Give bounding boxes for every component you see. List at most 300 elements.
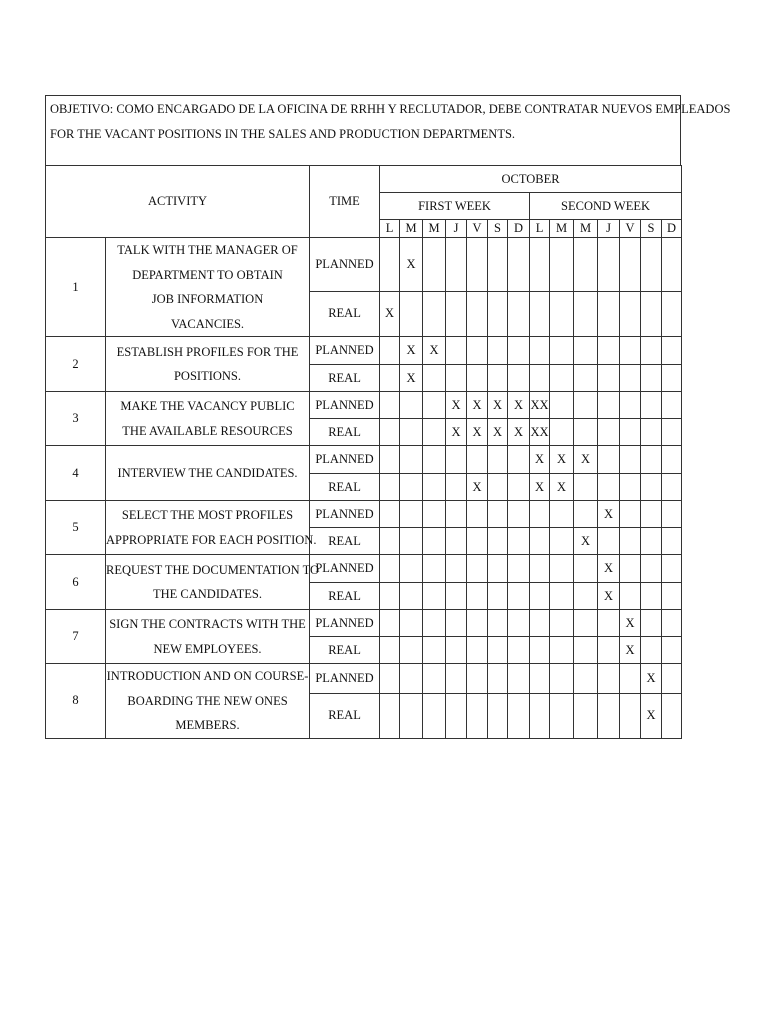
schedule-cell [598, 337, 620, 365]
schedule-cell [423, 583, 446, 610]
schedule-cell [400, 501, 423, 528]
activity-line: MEMBERS. [175, 718, 240, 732]
schedule-cell [641, 419, 662, 446]
schedule-cell [400, 474, 423, 501]
schedule-cell [446, 637, 467, 664]
schedule-cell [467, 365, 488, 392]
schedule-cell [467, 446, 488, 474]
schedule-cell [423, 501, 446, 528]
schedule-cell [598, 392, 620, 419]
schedule-cell [380, 583, 400, 610]
schedule-cell [641, 474, 662, 501]
schedule-cell [662, 664, 682, 694]
planned-label: PLANNED [310, 337, 380, 365]
schedule-cell [530, 694, 550, 738]
schedule-cell [446, 501, 467, 528]
activity-description [106, 664, 310, 739]
schedule-cell [550, 694, 574, 738]
schedule-cell [446, 474, 467, 501]
schedule-cell: X [508, 392, 530, 419]
schedule-cell [446, 583, 467, 610]
schedule-cell [467, 528, 488, 555]
schedule-cell: X [467, 392, 488, 419]
schedule-cell [423, 555, 446, 583]
activity-line: INTERVIEW THE CANDIDATES. [117, 465, 298, 480]
schedule-cell [574, 637, 598, 664]
real-label: REAL [310, 419, 380, 446]
schedule-cell [400, 555, 423, 583]
schedule-cell [550, 501, 574, 528]
activity-number: 3 [46, 392, 106, 446]
schedule-cell [598, 664, 620, 694]
schedule-cell: XX [530, 392, 550, 419]
schedule-cell [550, 392, 574, 419]
schedule-cell [380, 610, 400, 637]
schedule-cell [550, 238, 574, 292]
schedule-cell [550, 664, 574, 694]
schedule-cell [598, 446, 620, 474]
schedule-cell [467, 637, 488, 664]
schedule-cell [641, 501, 662, 528]
schedule-cell [467, 694, 488, 738]
schedule-cell [400, 664, 423, 694]
schedule-cell [662, 610, 682, 637]
planned-label: PLANNED [310, 501, 380, 528]
day-header-cell: D [662, 220, 682, 238]
schedule-cell [380, 419, 400, 446]
schedule-cell [423, 446, 446, 474]
schedule-cell [380, 637, 400, 664]
objective-line-1: OBJETIVO: COMO ENCARGADO DE LA OFICINA DE RRHH Y RECLUTADOR, DEBE CONTRATAR NUEVOS EMPLEADOS [50, 102, 731, 116]
schedule-cell [530, 583, 550, 610]
schedule-cell [530, 637, 550, 664]
activity-number: 6 [46, 555, 106, 610]
schedule-cell: X [598, 501, 620, 528]
real-label: REAL [310, 637, 380, 664]
activity-line: POSITIONS. [173, 369, 242, 383]
activity-number: 2 [46, 337, 106, 392]
schedule-cell [380, 694, 400, 738]
schedule-cell: X [550, 446, 574, 474]
schedule-cell [400, 392, 423, 419]
schedule-cell [598, 528, 620, 555]
schedule-cell: X [400, 337, 423, 365]
schedule-cell [446, 694, 467, 738]
schedule-cell: X [574, 528, 598, 555]
schedule-cell [530, 365, 550, 392]
day-header-cell: M [550, 220, 574, 238]
activity-line: DEPARTMENT TO OBTAIN [132, 267, 283, 282]
objective-line-2: FOR THE VACANT POSITIONS IN THE SALES AND PRODUCTION DEPARTMENTS. [50, 127, 516, 141]
activity-number: 8 [46, 664, 106, 739]
day-header-cell: L [380, 220, 400, 238]
activity-number: 1 [46, 238, 106, 337]
day-header-cell: D [508, 220, 530, 238]
schedule-cell: X [488, 392, 508, 419]
schedule-cell: X [423, 337, 446, 365]
schedule-cell [400, 528, 423, 555]
schedule-cell [620, 238, 641, 292]
schedule-cell [380, 392, 400, 419]
schedule-cell [423, 637, 446, 664]
schedule-cell [620, 365, 641, 392]
schedule-cell: X [550, 474, 574, 501]
schedule-cell [508, 555, 530, 583]
day-header-cell: L [530, 220, 550, 238]
activity-line: THE AVAILABLE RESOURCES [122, 423, 293, 438]
schedule-cell [574, 610, 598, 637]
activity-line: TALK WITH THE MANAGER OF [117, 243, 298, 257]
week-1-header: FIRST WEEK [380, 193, 530, 220]
schedule-cell [574, 291, 598, 336]
schedule-cell [530, 555, 550, 583]
table-row [46, 392, 682, 419]
schedule-cell [662, 694, 682, 738]
schedule-cell [641, 555, 662, 583]
planned-label: PLANNED [310, 664, 380, 694]
schedule-cell: X [400, 365, 423, 392]
schedule-cell [574, 392, 598, 419]
activity-line: ESTABLISH PROFILES FOR THE [116, 344, 299, 359]
schedule-cell [423, 238, 446, 292]
activity-line: APPROPRIATE FOR EACH POSITION. [106, 532, 317, 547]
schedule-cell: X [488, 419, 508, 446]
schedule-cell [488, 583, 508, 610]
schedule-cell [380, 664, 400, 694]
schedule-cell [467, 555, 488, 583]
schedule-cell [574, 238, 598, 292]
schedule-cell [550, 365, 574, 392]
schedule-cell [446, 238, 467, 292]
schedule-cell [508, 291, 530, 336]
schedule-cell: X [467, 419, 488, 446]
day-header-cell: M [400, 220, 423, 238]
schedule-cell [423, 419, 446, 446]
planned-label: PLANNED [310, 238, 380, 292]
schedule-cell [446, 337, 467, 365]
schedule-cell [574, 583, 598, 610]
schedule-cell [508, 664, 530, 694]
activity-line: NEW EMPLOYEES. [153, 641, 262, 656]
schedule-cell [380, 528, 400, 555]
schedule-cell [641, 528, 662, 555]
schedule-cell [380, 474, 400, 501]
schedule-cell [662, 528, 682, 555]
schedule-cell [530, 610, 550, 637]
activity-description [106, 610, 310, 664]
schedule-cell [620, 474, 641, 501]
schedule-cell [530, 337, 550, 365]
schedule-cell [467, 610, 488, 637]
schedule-cell [550, 419, 574, 446]
table-row [46, 555, 682, 583]
schedule-cell [467, 238, 488, 292]
schedule-cell: X [467, 474, 488, 501]
activity-number: 7 [46, 610, 106, 664]
schedule-cell [400, 583, 423, 610]
activity-header: ACTIVITY [46, 166, 310, 238]
schedule-cell: X [574, 446, 598, 474]
schedule-cell [662, 583, 682, 610]
schedule-cell [662, 365, 682, 392]
day-header-cell: S [488, 220, 508, 238]
planned-label: PLANNED [310, 555, 380, 583]
table-row [46, 501, 682, 528]
day-header-cell: V [620, 220, 641, 238]
schedule-cell [574, 694, 598, 738]
schedule-cell [662, 238, 682, 292]
day-header-cell: J [598, 220, 620, 238]
activity-schedule-table [45, 165, 682, 739]
schedule-cell [598, 291, 620, 336]
schedule-cell [574, 337, 598, 365]
schedule-cell [641, 365, 662, 392]
schedule-cell [550, 555, 574, 583]
schedule-cell [508, 583, 530, 610]
schedule-cell [620, 664, 641, 694]
day-header-cell: V [467, 220, 488, 238]
activity-line: BOARDING THE NEW ONES [127, 693, 288, 708]
table-row [46, 446, 682, 474]
activity-line: THE CANDIDATES. [152, 587, 263, 601]
schedule-cell [662, 474, 682, 501]
activity-number: 4 [46, 446, 106, 501]
schedule-cell [488, 474, 508, 501]
day-header-cell: S [641, 220, 662, 238]
schedule-cell [620, 694, 641, 738]
schedule-cell [380, 337, 400, 365]
activity-description [106, 337, 310, 392]
schedule-cell: X [620, 637, 641, 664]
schedule-cell [467, 664, 488, 694]
schedule-cell [488, 664, 508, 694]
schedule-cell [400, 446, 423, 474]
schedule-cell [662, 446, 682, 474]
schedule-cell [488, 291, 508, 336]
schedule-cell [488, 610, 508, 637]
schedule-cell [620, 528, 641, 555]
planned-label: PLANNED [310, 446, 380, 474]
day-header-cell: J [446, 220, 467, 238]
schedule-cell [380, 365, 400, 392]
schedule-cell [530, 528, 550, 555]
schedule-cell [641, 238, 662, 292]
activity-description [106, 446, 310, 501]
schedule-cell [508, 365, 530, 392]
table-row [46, 238, 682, 292]
schedule-cell [423, 392, 446, 419]
schedule-cell [662, 501, 682, 528]
schedule-cell [662, 291, 682, 336]
schedule-cell: X [530, 446, 550, 474]
schedule-cell [620, 555, 641, 583]
activity-line: JOB INFORMATION [151, 292, 264, 306]
schedule-cell [446, 365, 467, 392]
schedule-cell [446, 664, 467, 694]
schedule-cell [488, 694, 508, 738]
activity-line: SELECT THE MOST PROFILES [121, 508, 294, 522]
schedule-cell [574, 501, 598, 528]
schedule-cell [641, 291, 662, 336]
schedule-cell [598, 365, 620, 392]
real-label: REAL [310, 291, 380, 336]
schedule-cell [620, 291, 641, 336]
schedule-cell: X [446, 419, 467, 446]
schedule-cell [550, 528, 574, 555]
real-label: REAL [310, 474, 380, 501]
activity-line: MAKE THE VACANCY PUBLIC [120, 399, 295, 413]
schedule-cell [508, 337, 530, 365]
activity-description [106, 501, 317, 555]
schedule-cell [530, 291, 550, 336]
schedule-cell [550, 583, 574, 610]
schedule-cell [574, 555, 598, 583]
schedule-cell [508, 610, 530, 637]
day-header-cell: M [423, 220, 446, 238]
schedule-cell [423, 528, 446, 555]
schedule-cell [550, 637, 574, 664]
schedule-cell [641, 583, 662, 610]
schedule-cell [488, 238, 508, 292]
schedule-cell [641, 637, 662, 664]
schedule-cell [598, 610, 620, 637]
month-header: OCTOBER [380, 166, 682, 193]
schedule-cell [488, 365, 508, 392]
schedule-cell [550, 610, 574, 637]
schedule-cell: X [400, 238, 423, 292]
schedule-cell [488, 337, 508, 365]
real-label: REAL [310, 528, 380, 555]
schedule-cell [423, 610, 446, 637]
schedule-cell [423, 291, 446, 336]
schedule-cell [446, 555, 467, 583]
schedule-cell [446, 291, 467, 336]
schedule-cell [574, 474, 598, 501]
schedule-cell [598, 637, 620, 664]
schedule-cell [508, 238, 530, 292]
schedule-cell [530, 238, 550, 292]
schedule-cell [662, 419, 682, 446]
schedule-cell [508, 474, 530, 501]
schedule-cell [662, 392, 682, 419]
schedule-cell [508, 446, 530, 474]
real-label: REAL [310, 583, 380, 610]
schedule-cell [380, 446, 400, 474]
schedule-cell [423, 365, 446, 392]
schedule-cell: X [446, 392, 467, 419]
schedule-cell [662, 555, 682, 583]
planned-label: PLANNED [310, 610, 380, 637]
schedule-cell [641, 446, 662, 474]
objective-box [45, 95, 731, 165]
schedule-cell: X [620, 610, 641, 637]
schedule-sheet [45, 95, 731, 739]
schedule-cell [400, 291, 423, 336]
schedule-cell [488, 446, 508, 474]
schedule-cell [530, 664, 550, 694]
schedule-cell [641, 337, 662, 365]
schedule-cell [620, 419, 641, 446]
schedule-cell [488, 528, 508, 555]
activity-line: REQUEST THE DOCUMENTATION TO [106, 562, 320, 577]
schedule-cell: X [641, 664, 662, 694]
schedule-cell [467, 291, 488, 336]
schedule-cell [446, 528, 467, 555]
schedule-cell [467, 583, 488, 610]
activity-description [106, 555, 320, 610]
schedule-cell [620, 446, 641, 474]
week-2-header: SECOND WEEK [530, 193, 682, 220]
schedule-cell: X [641, 694, 662, 738]
schedule-cell: X [530, 474, 550, 501]
schedule-cell [620, 583, 641, 610]
activity-line: SIGN THE CONTRACTS WITH THE [109, 617, 306, 631]
schedule-cell [423, 474, 446, 501]
schedule-cell [380, 501, 400, 528]
schedule-cell [598, 474, 620, 501]
schedule-cell [488, 637, 508, 664]
schedule-cell [574, 365, 598, 392]
schedule-cell [598, 419, 620, 446]
schedule-cell [508, 694, 530, 738]
schedule-cell [641, 610, 662, 637]
schedule-cell [488, 501, 508, 528]
schedule-cell [662, 337, 682, 365]
schedule-cell: X [508, 419, 530, 446]
schedule-cell [508, 637, 530, 664]
schedule-cell [488, 555, 508, 583]
schedule-cell [574, 419, 598, 446]
planned-label: PLANNED [310, 392, 380, 419]
schedule-cell: X [598, 583, 620, 610]
schedule-cell [380, 238, 400, 292]
schedule-cell [446, 610, 467, 637]
time-header: TIME [310, 166, 380, 238]
schedule-cell: X [598, 555, 620, 583]
schedule-cell [550, 337, 574, 365]
schedule-cell [574, 664, 598, 694]
schedule-cell [550, 291, 574, 336]
activity-line: INTRODUCTION AND ON COURSE- [106, 669, 309, 683]
schedule-cell: X [380, 291, 400, 336]
schedule-cell [620, 337, 641, 365]
schedule-cell [446, 446, 467, 474]
schedule-cell [423, 694, 446, 738]
schedule-cell [662, 637, 682, 664]
table-row [46, 337, 682, 365]
day-header-cell: M [574, 220, 598, 238]
schedule-cell [620, 501, 641, 528]
schedule-cell [467, 337, 488, 365]
schedule-cell [400, 637, 423, 664]
schedule-cell [380, 555, 400, 583]
table-row [46, 610, 682, 637]
schedule-cell [598, 694, 620, 738]
schedule-cell [641, 392, 662, 419]
schedule-cell [467, 501, 488, 528]
schedule-cell [508, 528, 530, 555]
schedule-cell [598, 238, 620, 292]
schedule-cell [530, 501, 550, 528]
schedule-cell [400, 419, 423, 446]
activity-line: VACANCIES. [170, 316, 245, 331]
activity-number: 5 [46, 501, 106, 555]
activity-description [106, 238, 310, 337]
schedule-cell [423, 664, 446, 694]
schedule-cell: XX [530, 419, 550, 446]
schedule-cell [620, 392, 641, 419]
table-row [46, 664, 682, 694]
